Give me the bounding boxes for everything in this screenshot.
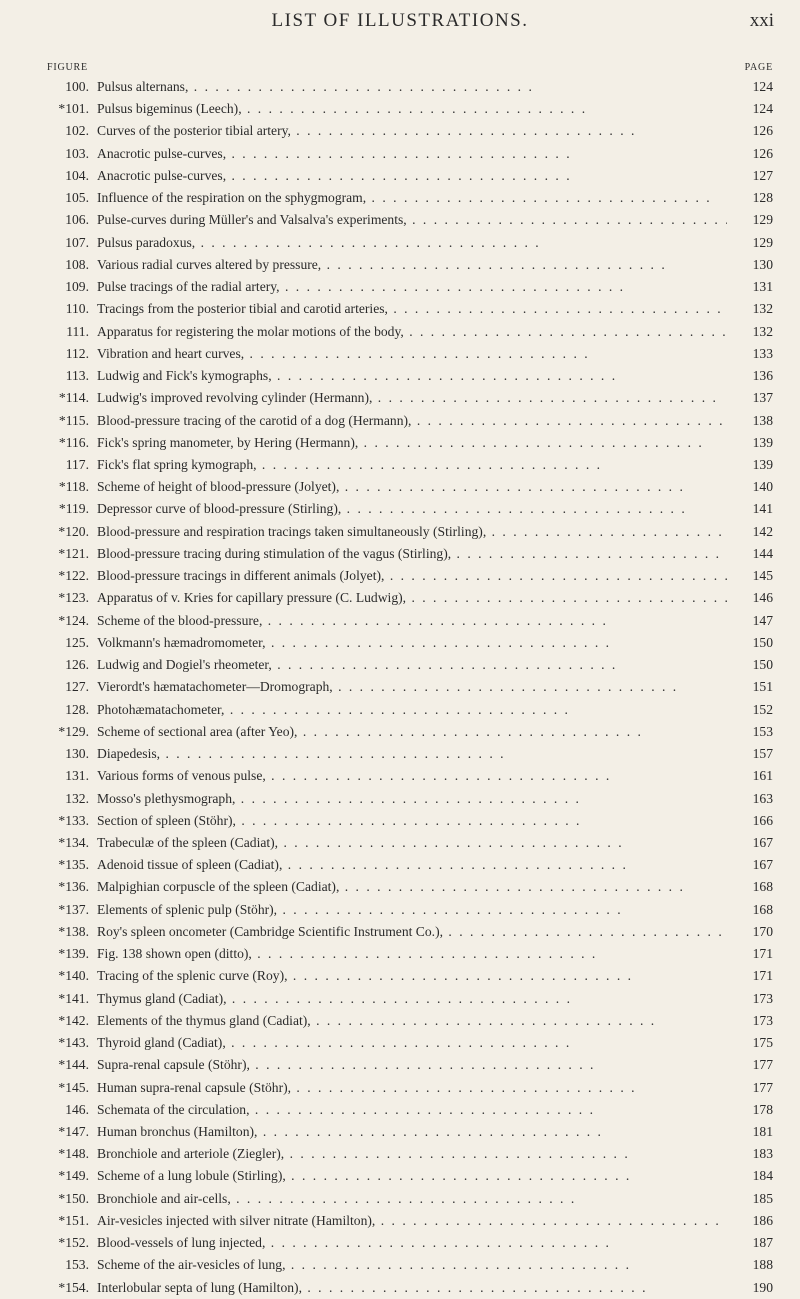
page-reference: 167 — [727, 832, 773, 854]
figure-number: 125. — [65, 634, 89, 650]
figure-number: *135. — [58, 857, 89, 873]
page-reference: 157 — [727, 743, 773, 765]
list-item — [47, 721, 773, 743]
list-item — [47, 1210, 773, 1232]
list-item — [47, 1010, 773, 1032]
figure-number: 108. — [65, 256, 89, 272]
list-item — [47, 943, 773, 965]
page-reference: 171 — [727, 965, 773, 987]
list-item — [47, 1165, 773, 1187]
list-item — [47, 521, 773, 543]
list-item — [47, 899, 773, 921]
page-reference: 175 — [727, 1032, 773, 1054]
page-reference: 186 — [727, 1210, 773, 1232]
page-reference: 126 — [727, 120, 773, 142]
figure-number: 102. — [65, 123, 89, 139]
figure-title: Trabeculæ of the spleen (Cadiat), . . — [89, 832, 727, 854]
list-item — [47, 743, 773, 765]
figure-number: 105. — [65, 190, 89, 206]
figure-title: Apparatus of v. Kries for capillary pressure (C. Ludwig), . . — [89, 587, 727, 609]
figure-column-heading: FIGURE — [47, 62, 88, 73]
figure-number: *116. — [58, 434, 89, 450]
list-item — [47, 1277, 773, 1299]
figure-title: Tracings from the posterior tibial and carotid arteries, . . — [89, 298, 727, 320]
figure-title: Malpighian corpuscle of the spleen (Cadiat), . . — [89, 876, 727, 898]
page-reference: 181 — [727, 1121, 773, 1143]
list-item — [47, 610, 773, 632]
figure-number: *123. — [58, 590, 89, 606]
list-item — [47, 454, 773, 476]
page-reference: 177 — [727, 1054, 773, 1076]
list-item — [47, 676, 773, 698]
list-item — [47, 254, 773, 276]
figure-number: *138. — [58, 923, 89, 939]
figure-number: 126. — [65, 657, 89, 673]
figure-number: 146. — [65, 1101, 89, 1117]
figure-title: Anacrotic pulse-curves, . . — [89, 143, 727, 165]
page-reference: 153 — [727, 721, 773, 743]
figure-number: 128. — [65, 701, 89, 717]
page-reference: 128 — [727, 187, 773, 209]
figure-title: Curves of the posterior tibial artery, . . — [89, 120, 727, 142]
figure-number: *143. — [58, 1035, 89, 1051]
figure-title: Influence of the respiration on the sphygmogram, . . — [89, 187, 727, 209]
figure-title: Human bronchus (Hamilton), . . — [89, 1121, 727, 1143]
list-item — [47, 120, 773, 142]
figure-title: Pulse tracings of the radial artery, . . — [89, 276, 727, 298]
figure-title: Air-vesicles injected with silver nitrate (Hamilton), . . — [89, 1210, 727, 1232]
list-item — [47, 76, 773, 98]
figure-title: Scheme of a lung lobule (Stirling), . . — [89, 1165, 727, 1187]
figure-number: 117. — [65, 456, 89, 472]
page-reference: 173 — [727, 988, 773, 1010]
figure-title: Schemata of the circulation, . . — [89, 1099, 727, 1121]
page-reference: 163 — [727, 788, 773, 810]
figure-title: Depressor curve of blood-pressure (Stirling), . . — [89, 498, 727, 520]
figure-title: Anacrotic pulse-curves, . . — [89, 165, 727, 187]
list-item — [47, 321, 773, 343]
page-reference: 140 — [727, 476, 773, 498]
figure-number: *124. — [58, 612, 89, 628]
list-item — [47, 343, 773, 365]
figure-number: *129. — [58, 723, 89, 739]
figure-title: Adenoid tissue of spleen (Cadiat), . . — [89, 854, 727, 876]
page-number: xxi — [749, 10, 774, 31]
figure-title: Pulsus alternans, . . — [89, 76, 727, 98]
list-item — [47, 699, 773, 721]
figure-title: Various forms of venous pulse, . . — [89, 765, 727, 787]
list-item — [47, 1254, 773, 1276]
page-reference: 141 — [727, 498, 773, 520]
figure-title: Fick's spring manometer, by Hering (Hermann), . . — [89, 432, 727, 454]
list-item — [47, 1032, 773, 1054]
figure-title: Blood-vessels of lung injected, . . — [89, 1232, 727, 1254]
figure-title: Scheme of sectional area (after Yeo), . . — [89, 721, 727, 743]
figure-number: 107. — [65, 234, 89, 250]
list-item — [47, 98, 773, 120]
figure-number: *142. — [58, 1012, 89, 1028]
figure-number: 111. — [66, 323, 89, 339]
figure-title: Scheme of height of blood-pressure (Jolyet), . . — [89, 476, 727, 498]
illustration-list — [47, 76, 773, 1299]
page-reference: 168 — [727, 876, 773, 898]
figure-title: Scheme of the air-vesicles of lung, . . — [89, 1254, 727, 1276]
page-reference: 173 — [727, 1010, 773, 1032]
list-item — [47, 1121, 773, 1143]
list-item — [47, 1077, 773, 1099]
figure-number: *148. — [58, 1146, 89, 1162]
figure-title: Blood-pressure tracing of the carotid of a dog (Hermann), . . — [89, 410, 727, 432]
list-item — [47, 1054, 773, 1076]
page-reference: 124 — [727, 98, 773, 120]
page-reference: 171 — [727, 943, 773, 965]
figure-number: *140. — [58, 968, 89, 984]
page-reference: 144 — [727, 543, 773, 565]
figure-number: 110. — [65, 301, 89, 317]
figure-title: Roy's spleen oncometer (Cambridge Scientific Instrument Co.), . . — [89, 921, 727, 943]
list-item — [47, 298, 773, 320]
figure-number: *150. — [58, 1190, 89, 1206]
page-reference: 185 — [727, 1188, 773, 1210]
list-item — [47, 632, 773, 654]
figure-title: Ludwig and Fick's kymographs, . . — [89, 365, 727, 387]
figure-title: Diapedesis, . . — [89, 743, 727, 765]
figure-number: *149. — [58, 1168, 89, 1184]
page-reference: 133 — [727, 343, 773, 365]
page-reference: 145 — [727, 565, 773, 587]
page-reference: 137 — [727, 387, 773, 409]
list-item — [47, 387, 773, 409]
figure-number: *144. — [58, 1057, 89, 1073]
figure-number: *147. — [58, 1124, 89, 1140]
figure-title: Apparatus for registering the molar motions of the body, . . — [89, 321, 727, 343]
list-item — [47, 165, 773, 187]
figure-number: 130. — [65, 746, 89, 762]
figure-title: Fick's flat spring kymograph, . . — [89, 454, 727, 476]
figure-title: Elements of the thymus gland (Cadiat), . . — [89, 1010, 727, 1032]
figure-number: 103. — [65, 145, 89, 161]
figure-number: 132. — [65, 790, 89, 806]
page-reference: 146 — [727, 587, 773, 609]
list-item — [47, 143, 773, 165]
list-item — [47, 788, 773, 810]
figure-title: Thyroid gland (Cadiat), . . — [89, 1032, 727, 1054]
figure-number: 127. — [65, 679, 89, 695]
figure-number: 153. — [65, 1257, 89, 1273]
page-reference: 183 — [727, 1143, 773, 1165]
figure-title: Tracing of the splenic curve (Roy), . . — [89, 965, 727, 987]
figure-number: *119. — [58, 501, 89, 517]
figure-title: Photohæmatachometer, . . — [89, 699, 727, 721]
list-item — [47, 276, 773, 298]
figure-title: Various radial curves altered by pressure, . . — [89, 254, 727, 276]
page-reference: 139 — [727, 432, 773, 454]
figure-title: Blood-pressure tracing during stimulation of the vagus (Stirling), . . — [89, 543, 727, 565]
figure-title: Ludwig's improved revolving cylinder (Hermann), . . — [89, 387, 727, 409]
figure-number: *121. — [58, 545, 89, 561]
page-column-heading: PAGE — [744, 62, 773, 73]
figure-title: Supra-renal capsule (Stöhr), . . — [89, 1054, 727, 1076]
figure-number: 131. — [65, 768, 89, 784]
list-item — [47, 187, 773, 209]
figure-title: Thymus gland (Cadiat), . . — [89, 988, 727, 1010]
list-item — [47, 498, 773, 520]
list-item — [47, 565, 773, 587]
figure-title: Vierordt's hæmatachometer—Dromograph, . . — [89, 676, 727, 698]
figure-title: Pulsus bigeminus (Leech), . . — [89, 98, 727, 120]
list-item — [47, 921, 773, 943]
list-item — [47, 832, 773, 854]
figure-number: 109. — [65, 279, 89, 295]
list-item — [47, 365, 773, 387]
page-reference: 168 — [727, 899, 773, 921]
page-reference: 129 — [727, 232, 773, 254]
figure-title: Pulsus paradoxus, . . — [89, 232, 727, 254]
figure-number: *141. — [58, 990, 89, 1006]
figure-title: Mosso's plethysmograph, . . — [89, 788, 727, 810]
figure-number: 100. — [65, 79, 89, 94]
page-reference: 166 — [727, 810, 773, 832]
figure-number: *145. — [58, 1079, 89, 1095]
figure-number: 112. — [65, 345, 89, 361]
page-reference: 177 — [727, 1077, 773, 1099]
page-reference: 170 — [727, 921, 773, 943]
figure-title: Blood-pressure tracings in different animals (Jolyet), . . — [89, 565, 727, 587]
figure-number: *114. — [58, 390, 89, 406]
list-item — [47, 543, 773, 565]
list-item — [47, 876, 773, 898]
page-reference: 132 — [727, 321, 773, 343]
page-reference: 129 — [727, 209, 773, 231]
figure-number: 106. — [65, 212, 89, 228]
figure-title: Scheme of the blood-pressure, . . — [89, 610, 727, 632]
list-item — [47, 810, 773, 832]
figure-number: 104. — [65, 167, 89, 183]
page-reference: 131 — [727, 276, 773, 298]
figure-number: *122. — [58, 568, 89, 584]
page-reference: 150 — [727, 632, 773, 654]
figure-number: *115. — [58, 412, 89, 428]
page-reference: 127 — [727, 165, 773, 187]
figure-number: *133. — [58, 812, 89, 828]
figure-number: *120. — [58, 523, 89, 539]
list-item — [47, 1143, 773, 1165]
page-reference: 150 — [727, 654, 773, 676]
list-item — [47, 1188, 773, 1210]
page-reference: 126 — [727, 143, 773, 165]
page-reference: 161 — [727, 765, 773, 787]
page-reference: 167 — [727, 854, 773, 876]
list-item — [47, 476, 773, 498]
figure-number: *152. — [58, 1235, 89, 1251]
figure-title: Blood-pressure and respiration tracings taken simultaneously (Stirling), . . — [89, 521, 727, 543]
page-reference: 142 — [727, 521, 773, 543]
running-title: LIST OF ILLUSTRATIONS. — [271, 10, 529, 31]
figure-number: *137. — [58, 901, 89, 917]
figure-number: *139. — [58, 946, 89, 962]
page-reference: 187 — [727, 1232, 773, 1254]
figure-title: Vibration and heart curves, . . — [89, 343, 727, 365]
list-item — [47, 965, 773, 987]
figure-title: Human supra-renal capsule (Stöhr), . . — [89, 1077, 727, 1099]
figure-number: *134. — [58, 834, 89, 850]
page-reference: 124 — [727, 76, 773, 98]
list-item — [47, 1099, 773, 1121]
list-item — [47, 765, 773, 787]
figure-title: Elements of splenic pulp (Stöhr), . . — [89, 899, 727, 921]
page-reference: 130 — [727, 254, 773, 276]
page-reference: 184 — [727, 1165, 773, 1187]
list-item — [47, 988, 773, 1010]
figure-number: *136. — [58, 879, 89, 895]
figure-title: Bronchiole and arteriole (Ziegler), . . — [89, 1143, 727, 1165]
list-item — [47, 232, 773, 254]
page-reference: 132 — [727, 298, 773, 320]
page-reference: 139 — [727, 454, 773, 476]
figure-title: Ludwig and Dogiel's rheometer, . . — [89, 654, 727, 676]
page-reference: 178 — [727, 1099, 773, 1121]
figure-number: *154. — [58, 1279, 89, 1295]
list-item — [47, 587, 773, 609]
figure-number: 113. — [65, 368, 89, 384]
list-item — [47, 654, 773, 676]
list-item — [47, 209, 773, 231]
page-reference: 152 — [727, 699, 773, 721]
figure-title: Volkmann's hæmadromometer, . . — [89, 632, 727, 654]
list-item — [47, 410, 773, 432]
list-item — [47, 854, 773, 876]
list-item — [47, 1232, 773, 1254]
figure-title: Fig. 138 shown open (ditto), . . — [89, 943, 727, 965]
figure-number: *151. — [58, 1212, 89, 1228]
page-reference: 190 — [727, 1277, 773, 1299]
figure-title: Section of spleen (Stöhr), . . — [89, 810, 727, 832]
list-item — [47, 432, 773, 454]
figure-number: *101. — [58, 101, 89, 117]
figure-title: Pulse-curves during Müller's and Valsalva's experiments, . . — [89, 209, 727, 231]
page-reference: 136 — [727, 365, 773, 387]
figure-number: *118. — [58, 479, 89, 495]
figure-title: Bronchiole and air-cells, . . — [89, 1188, 727, 1210]
figure-title: Interlobular septa of lung (Hamilton), . . — [89, 1277, 727, 1299]
page-reference: 147 — [727, 610, 773, 632]
page-reference: 188 — [727, 1254, 773, 1276]
page-reference: 151 — [727, 676, 773, 698]
page-reference: 138 — [727, 410, 773, 432]
